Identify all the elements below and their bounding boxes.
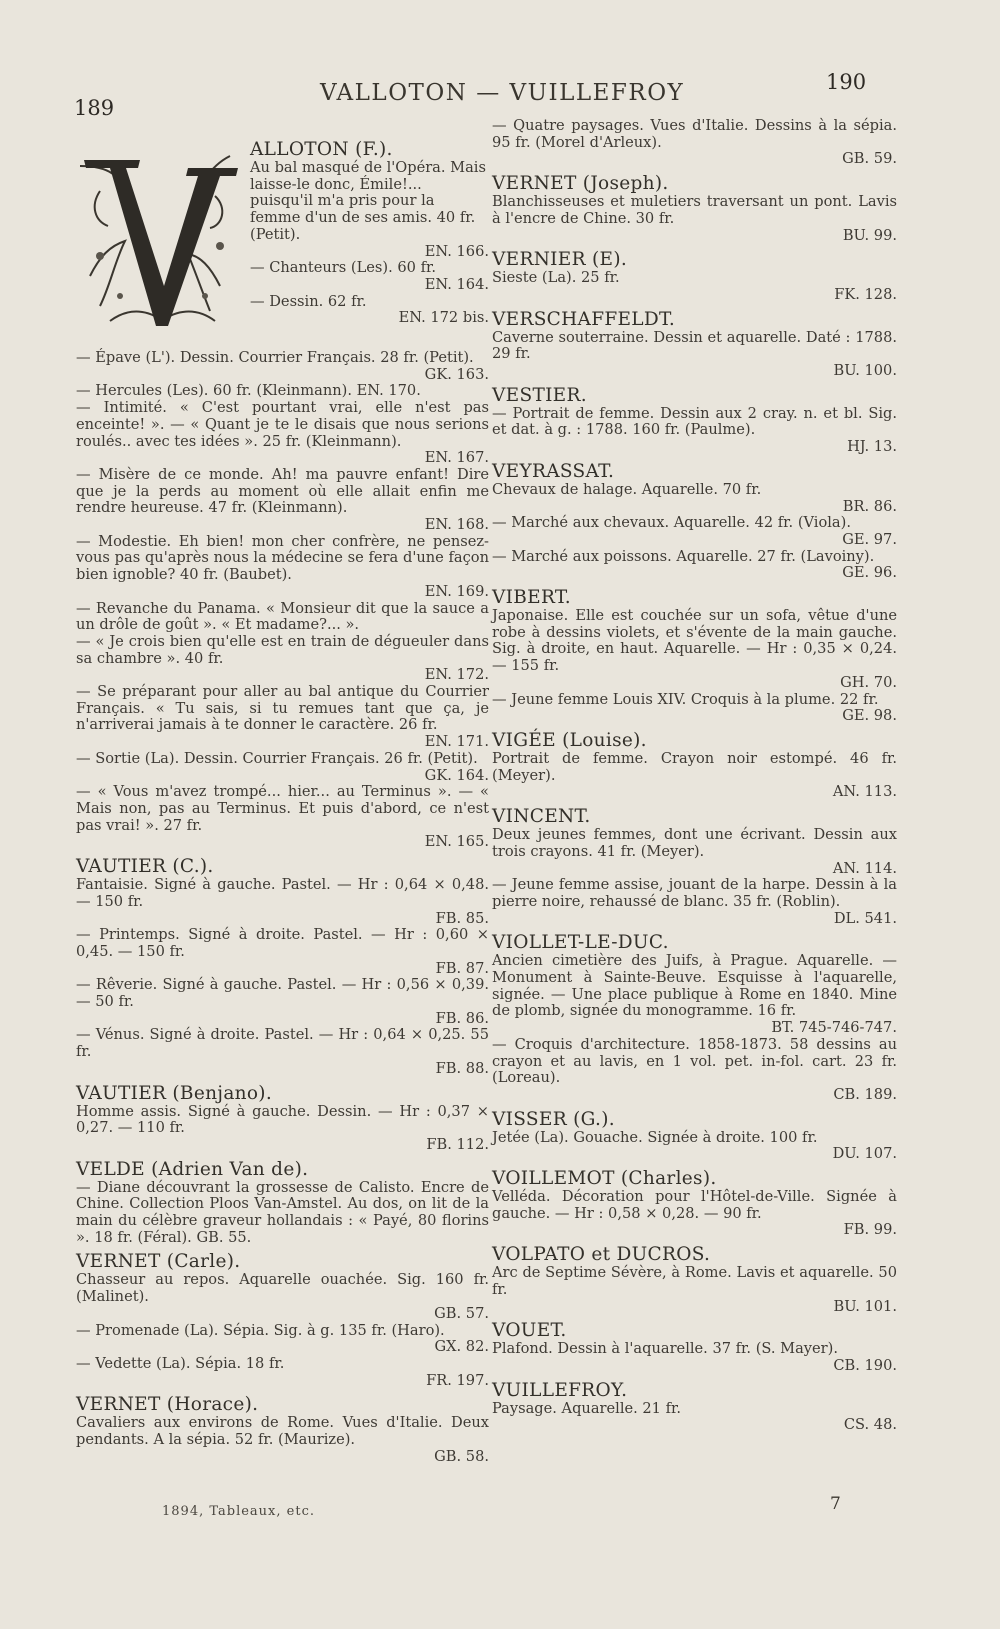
running-head: VALLOTON — VUILLEFROY — [320, 80, 685, 106]
entry-ref: FB. 112. — [426, 1135, 489, 1153]
entry-text: — Sortie (La). Dessin. Courrier Français. 26 fr. (Petit). — [76, 749, 478, 767]
entry-ref: GB. 59. — [842, 150, 897, 168]
initial-entry-text — [250, 140, 489, 327]
entry-text: Portrait de femme. Crayon noir estompé. 46 fr. (Meyer). — [492, 749, 897, 784]
entry-ref: FB. 85. — [435, 909, 489, 927]
entry-ref: GE. 98. — [842, 707, 897, 725]
artist-heading: VIOLLET-LE-DUC. — [492, 932, 669, 954]
left-entries — [76, 350, 489, 1465]
artist-heading: VOLPATO et DUCROS. — [492, 1244, 711, 1266]
footer-text: 1894, Tableaux, etc. — [162, 1504, 315, 1519]
entry-text: Chasseur au repos. Aquarelle ouachée. Sig. 160 fr. (Malinet). — [76, 1271, 489, 1306]
entry-ref: AN. 114. — [832, 859, 897, 877]
entry-text: — Printemps. Signé à droite. Pastel. — Hr : 0,60 × 0,45. — 150 fr. — [76, 926, 489, 960]
ornamental-initial-block — [76, 140, 489, 350]
entry-text: — Se préparant pour aller au bal antique du Courrier Français. « Tu sais, si tu remues tant que ça, je n'arriverai jamais à te donner le caractère. 26 fr. — [76, 683, 489, 734]
entry-text: Caverne souterraine. Dessin et aquarelle. Daté : 1788. 29 fr. — [492, 328, 897, 363]
entry-ref: GH. 70. — [840, 673, 897, 691]
entry-text: — Modestie. Eh bien! mon cher confrère, ne pensez-vous pas qu'après nous la médecine se fera d'une façon bien ignoble? 40 fr. (Baubet). — [76, 532, 489, 584]
entry-ref: GB. 57. — [434, 1304, 489, 1322]
entry-text: — Épave (L'). Dessin. Courrier Français. 28 fr. (Petit). — [76, 349, 474, 366]
right-entries — [492, 118, 897, 1434]
entry-ref: GB. 58. — [434, 1447, 489, 1465]
entry-ref: HJ. 13. — [847, 438, 897, 456]
artist-heading: VUILLEFROY. — [492, 1379, 628, 1401]
entry-text: Au bal masqué de l'Opéra. Mais laisse-le donc, Émile!... puisqu'il m'a pris pour la femme d'un de ses amis. 40 fr. (Petit). — [250, 159, 486, 243]
entry-ref: BU. 99. — [842, 226, 897, 244]
entry-text: Cavaliers aux environs de Rome. Vues d'Italie. Deux pendants. A la sépia. 52 fr. (Maurize). — [76, 1414, 489, 1449]
entry-text: Paysage. Aquarelle. 21 fr. — [492, 1399, 682, 1417]
entry-ref: EN. 172. — [424, 666, 489, 684]
entry-text: Japonaise. Elle est couchée sur un sofa, vêtue d'une robe à dessins violets, et s'évente de la main gauche. Sig. à droite, en haut. Aquarelle. — Hr : 0,35 × 0,24. — 155 fr. — [492, 607, 897, 675]
artist-heading: VAUTIER (Benjano). — [76, 1082, 273, 1104]
entry-ref: GE. 97. — [842, 530, 897, 548]
entry-text: — Intimité. « C'est pourtant vrai, elle n'est pas enceinte! ». — « Quant je te le disais que nous serions roulés.. avec tes idées ». 25 fr. (Kleinmann). — [76, 399, 489, 450]
signature-mark: 7 — [830, 1494, 841, 1514]
entry-text: — Promenade (La). Sépia. Sig. à g. 135 fr. (Haro). — [76, 1321, 445, 1339]
entry-ref: EN. 169. — [424, 582, 489, 600]
entry-ref: BU. 101. — [833, 1297, 897, 1315]
entry-text: — Vedette (La). Sépia. 18 fr. — [76, 1354, 285, 1372]
entry-text: — Quatre paysages. Vues d'Italie. Dessins à la sépia. 95 fr. (Morel d'Arleux). — [492, 117, 897, 151]
entry-text: Arc de Septime Sévère, à Rome. Lavis et aquarelle. 50 fr. — [492, 1264, 897, 1298]
entry-ref: CS. 48. — [843, 1416, 897, 1434]
artist-heading: VAUTIER (C.). — [76, 856, 214, 878]
right-page-number: 190 — [826, 70, 867, 94]
entry-text: — Chanteurs (Les). 60 fr. — [250, 259, 437, 277]
entry-ref: EN. 165. — [424, 833, 489, 851]
entry-ref: EN. 164. — [424, 275, 489, 293]
entry-ref: FK. 128. — [834, 285, 897, 303]
entry-text: Ancien cimetière des Juifs, à Prague. Aquarelle. — Monument à Sainte-Beuve. Esquisse à l'aquarelle, signée. — Une place publique à Rome en 1840. Mine de plomb, signée du monogramme. 16 fr. — [492, 952, 897, 1020]
entry-text: — Jeune femme assise, jouant de la harpe. Dessin à la pierre noire, rehaussé de blanc. 35 fr. (Roblin). — [492, 876, 897, 910]
entry-ref: FR. 197. — [426, 1371, 489, 1389]
entry-text: — Croquis d'architecture. 1858-1873. 58 dessins au crayon et au lavis, en 1 vol. pet. in-fol. cart. 23 fr. (Loreau). — [492, 1035, 897, 1087]
entry-text: Plafond. Dessin à l'aquarelle. 37 fr. (S. Mayer). — [492, 1340, 838, 1358]
entry-text: Fantaisie. Signé à gauche. Pastel. — Hr : 0,64 × 0,48. — 150 fr. — [76, 876, 489, 910]
entry-ref: EN. 167. — [424, 449, 489, 467]
entry-text: Homme assis. Signé à gauche. Dessin. — Hr : 0,37 × 0,27. — 110 fr. — [76, 1102, 489, 1137]
entry-text: Velléda. Décoration pour l'Hôtel-de-Ville. Signée à gauche. — Hr : 0,58 × 0,28. — 90 fr. — [492, 1188, 897, 1222]
entry-text: — Portrait de femme. Dessin aux 2 cray. n. et bl. Sig. et dat. à g. : 1788. 160 fr. (Paulme). — [492, 404, 897, 439]
entry-text: Blanchisseuses et muletiers traversant un pont. Lavis à l'encre de Chine. 30 fr. — [492, 193, 897, 227]
right-column — [492, 118, 897, 1434]
entry-ref: FB. 87. — [435, 959, 489, 977]
artist-heading: VELDE (Adrien Van de). — [76, 1158, 309, 1180]
entry-ref: CB. 190. — [833, 1356, 897, 1374]
entry-text: — Vénus. Signé à droite. Pastel. — Hr : 0,64 × 0,25. 55 fr. — [76, 1026, 489, 1061]
entry-ref: FB. 86. — [435, 1009, 489, 1027]
entry-ref: FB. 88. — [435, 1059, 489, 1077]
entry-text: Deux jeunes femmes, dont une écrivant. Dessin aux trois crayons. 41 fr. (Meyer). — [492, 826, 897, 860]
entry-ref: EN. 166. — [424, 242, 489, 260]
entry-text: — « Vous m'avez trompé... hier... au Terminus ». — « Mais non, pas au Terminus. Et puis d'abord, ce n'est pas vrai! ». 27 fr. — [76, 783, 489, 834]
entry-ref: EN. 168. — [424, 516, 489, 534]
artist-heading: VERSCHAFFELDT. — [492, 308, 676, 330]
entry-ref: EN. 172 bis. — [398, 309, 489, 327]
artist-heading: VEYRASSAT. — [492, 460, 615, 482]
entry-ref: GK. 163. — [424, 365, 489, 383]
entry-text: — Rêverie. Signé à gauche. Pastel. — Hr : 0,56 × 0,39. — 50 fr. — [76, 976, 489, 1011]
artist-heading: VIBERT. — [492, 587, 571, 609]
entry-text: — Hercules (Les). 60 fr. (Kleinmann). EN. 170. — [76, 382, 421, 400]
artist-heading: VOILLEMOT (Charles). — [492, 1168, 717, 1190]
entry-ref: GE. 96. — [842, 564, 897, 582]
artist-heading: VERNIER (E). — [492, 249, 628, 271]
entry-text: — Diane découvrant la grossesse de Calisto. Encre de Chine. Collection Ploos Van-Amstel. Au dos, on lit de la main du célèbre graveur hollandais : « Payé, 80 florins ». 18 fr. (Féral). GB. 55. — [76, 1178, 489, 1246]
artist-heading: VIGÉE (Louise). — [492, 729, 647, 751]
left-page-number: 189 — [74, 96, 115, 120]
entry-text: — « Je crois bien qu'elle est en train de dégueuler dans sa chambre ». 40 fr. — [76, 632, 489, 667]
entry-text: — Marché aux poissons. Aquarelle. 27 fr. (Lavoiny). — [492, 547, 875, 565]
artist-heading: VERNET (Carle). — [76, 1251, 241, 1273]
entry-text: — Jeune femme Louis XIV. Croquis à la plume. 22 fr. — [492, 690, 879, 708]
entry-ref: BU. 100. — [833, 362, 897, 380]
entry-ref: GK. 164. — [424, 766, 489, 784]
entry-text: Sieste (La). 25 fr. — [492, 269, 620, 287]
artist-heading-valloton: ALLOTON (F.). — [250, 139, 393, 160]
artist-heading: VOUET. — [492, 1320, 567, 1342]
artist-heading: VERNET (Joseph). — [492, 173, 669, 195]
entry-text: — Marché aux chevaux. Aquarelle. 42 fr. (Viola). — [492, 514, 851, 532]
entry-text: Chevaux de halage. Aquarelle. 70 fr. — [492, 480, 762, 498]
entry-text: — Misère de ce monde. Ah! ma pauvre enfant! Dire que je la perds au moment où elle allait enfin me rendre heureuse. 47 fr. (Kleinmann). — [76, 465, 489, 517]
entry-ref: AN. 113. — [832, 783, 897, 801]
entry-text: Jetée (La). Gouache. Signée à droite. 100 fr. — [492, 1128, 818, 1146]
entry-text: — Revanche du Panama. « Monsieur dit que la sauce a un drôle de goût ». « Et madame?... ». — [76, 599, 489, 634]
entry-ref: BR. 86. — [842, 497, 897, 515]
ornamental-initial-v-icon — [70, 136, 250, 336]
artist-heading: VESTIER. — [492, 384, 587, 406]
artist-heading: VINCENT. — [492, 806, 591, 828]
left-column — [76, 134, 489, 1465]
entry-text: — Dessin. 62 fr. — [250, 292, 367, 310]
artist-heading: VISSER (G.). — [492, 1108, 615, 1130]
entry-ref: CB. 189. — [833, 1085, 897, 1103]
entry-ref: EN. 171. — [424, 733, 489, 751]
entry-ref: FB. 99. — [843, 1221, 897, 1239]
artist-heading: VERNET (Horace). — [76, 1394, 259, 1416]
entry-ref: GX. 82. — [434, 1338, 489, 1356]
entry-ref: BT. 745-746-747. — [771, 1019, 897, 1037]
entry-ref: DU. 107. — [832, 1145, 897, 1163]
entry-ref: DL. 541. — [833, 909, 897, 927]
